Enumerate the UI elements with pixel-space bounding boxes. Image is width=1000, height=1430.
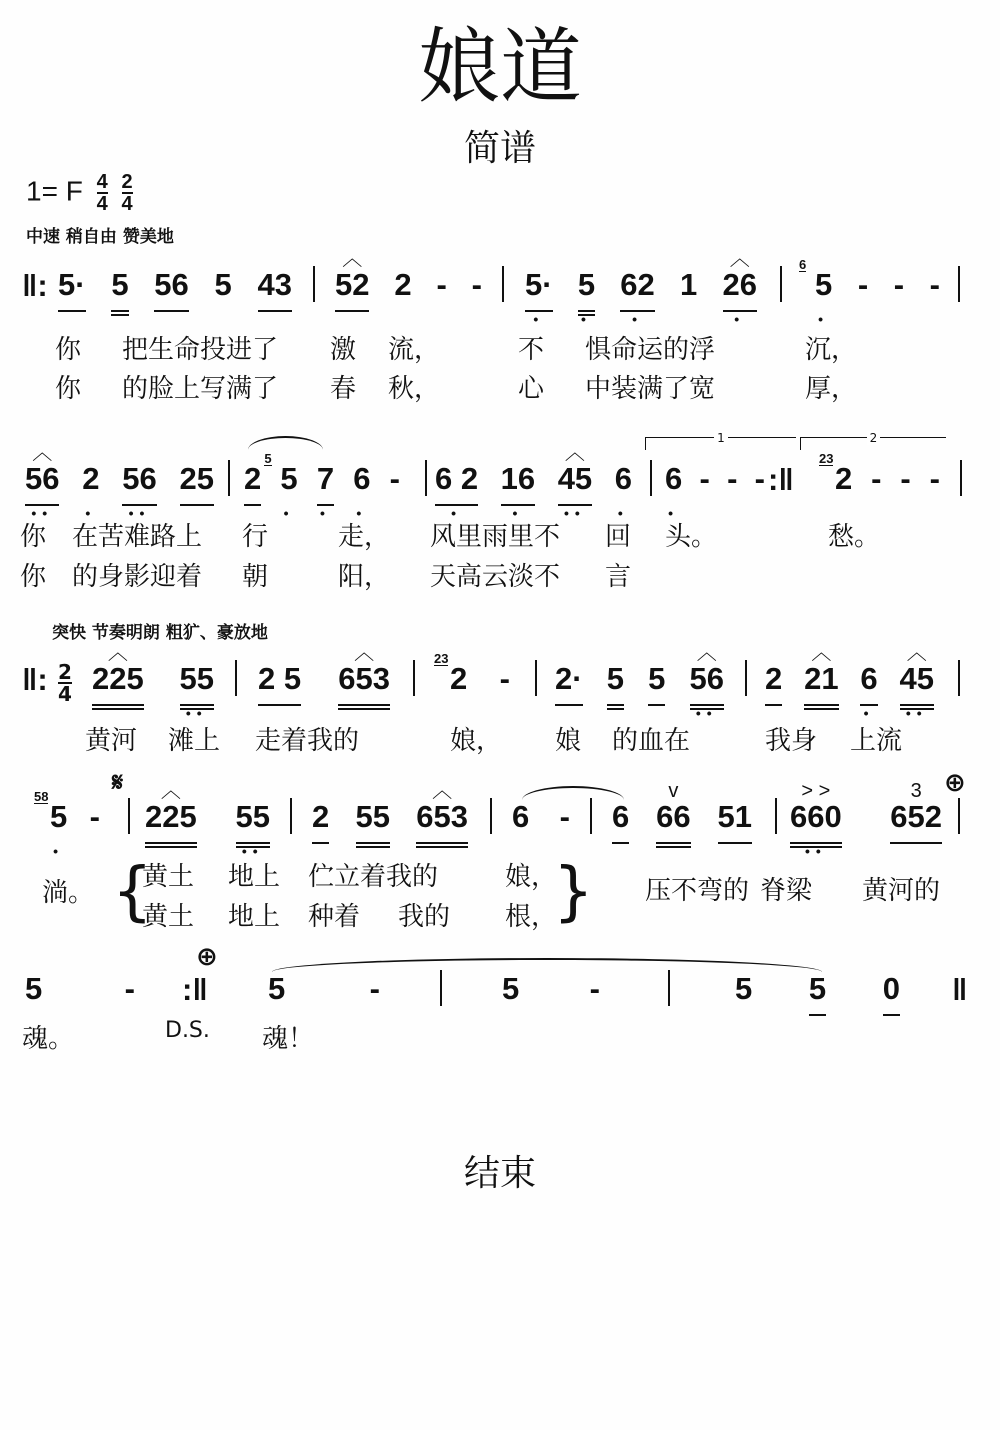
note-group: 55 •• xyxy=(179,661,214,721)
lyric-segment: 言 xyxy=(605,562,632,592)
measure xyxy=(799,257,940,327)
note-group: 653 ︿ xyxy=(338,662,390,706)
note-group: - xyxy=(900,461,911,496)
low-octave-dot: • xyxy=(533,311,545,327)
low-octave-dot: • xyxy=(863,705,875,721)
note-group: 56 •• ︿ xyxy=(690,662,724,706)
lyric-segment: 上流 xyxy=(850,726,903,756)
measure xyxy=(819,451,940,504)
lyric-segment: 你 xyxy=(55,335,82,365)
lyric-segment: 朝 xyxy=(242,562,269,592)
lyric-segment: 不 xyxy=(518,335,545,365)
lyric-segment: 心 xyxy=(518,374,545,404)
grace-note: 23 xyxy=(819,451,834,466)
lyric-segment: 娘， xyxy=(450,726,503,756)
note-group: 62 • xyxy=(620,267,655,327)
lyric-segment: 把生命投进了 xyxy=(122,335,279,365)
low-octave-dot: • xyxy=(818,311,830,327)
note-group: 2 • xyxy=(82,461,100,521)
note-group: - xyxy=(499,661,510,696)
low-octave-dot: • xyxy=(632,311,643,327)
measure xyxy=(735,972,900,1016)
repeat-start: ‖: xyxy=(22,268,48,303)
note-group: 6 • xyxy=(614,461,632,521)
measure xyxy=(25,972,135,1014)
grace-note: 58 xyxy=(34,789,49,804)
barline xyxy=(425,460,427,496)
articulation-mark: ︿ xyxy=(432,780,453,802)
lyric-segment: 厚， xyxy=(805,374,858,404)
note-group: - xyxy=(699,461,710,496)
lyric-segment: 你 xyxy=(20,522,47,552)
lyric-segment: 惧命运的浮 xyxy=(585,335,716,365)
barline xyxy=(775,798,777,834)
low-octave-dot: • xyxy=(734,311,746,327)
lyric-segment: 沉， xyxy=(805,335,858,365)
measure xyxy=(665,461,765,521)
note-group: 1 xyxy=(680,267,698,302)
barline xyxy=(228,460,230,496)
articulation-mark: ︿ xyxy=(32,442,53,464)
note-group: - xyxy=(929,461,940,496)
lyric-segment: 风里雨里不 xyxy=(430,522,561,552)
low-octave-dot: • xyxy=(319,505,331,521)
low-octave-dot: •• xyxy=(905,705,928,721)
articulation-mark: ︿ xyxy=(107,642,128,664)
ts-bottom: 4 xyxy=(121,193,133,215)
time-signature-4-4 xyxy=(97,172,108,214)
lyric-segment: 中装满了宽 xyxy=(585,374,716,404)
measure xyxy=(555,642,724,721)
articulation-mark: ︿ xyxy=(696,642,717,664)
lyric-brace-close: } xyxy=(553,855,594,929)
lyric-brace-open: { xyxy=(112,855,153,929)
slur xyxy=(272,958,822,972)
lyric-segment: 黄河的 xyxy=(862,876,941,906)
note-group: 25 xyxy=(180,462,214,506)
barline xyxy=(958,798,960,834)
note-group: 6 xyxy=(512,799,530,834)
repeat-end-2: :‖ xyxy=(182,972,208,1007)
low-octave-dot: • xyxy=(283,505,295,521)
note-group: - xyxy=(559,799,570,834)
note-group: 5 xyxy=(607,662,624,706)
note-group: 5 xyxy=(502,971,520,1006)
lyric-segment: 流， xyxy=(388,335,441,365)
time-signature-2-4 xyxy=(122,172,133,214)
low-octave-dot: •• xyxy=(128,505,151,521)
ds-marking: D.S. xyxy=(165,1018,210,1043)
barline xyxy=(490,798,492,834)
note-group: - xyxy=(929,267,940,302)
barline xyxy=(668,970,670,1006)
ts-bottom: 4 xyxy=(58,682,72,706)
note-group: 55 •• xyxy=(235,799,270,859)
volta-2-label: 2 xyxy=(867,431,881,445)
lyric-segment: 魂！ xyxy=(262,1024,315,1054)
lyric-segment: 黄土 xyxy=(142,862,195,892)
low-octave-dot: •• xyxy=(31,505,54,521)
note-group: 225 ︿ xyxy=(145,800,197,844)
low-octave-dot: • xyxy=(617,505,629,521)
lyric-segment: 回 xyxy=(605,522,632,552)
lyric-segment: 的血在 xyxy=(612,726,691,756)
lyric-segment: 头。 xyxy=(665,522,718,552)
volta-1-label: 1 xyxy=(714,431,728,445)
note-group: 652 3 xyxy=(890,800,942,844)
note-group: 45 •• ︿ xyxy=(558,462,592,506)
lyric-segment: 根， xyxy=(505,902,558,932)
lyric-segment: 走， xyxy=(338,522,391,552)
note-group: 660 •• > > xyxy=(790,800,842,844)
barline xyxy=(958,660,960,696)
lyric-segment: 的脸上写满了 xyxy=(122,374,279,404)
note-group: 66 v xyxy=(656,800,690,844)
measure xyxy=(25,442,214,521)
ts-top: 2 xyxy=(121,171,133,193)
lyric-segment: 春 xyxy=(330,374,357,404)
note-group: 45 •• ︿ xyxy=(900,662,934,706)
note-group: 6 • xyxy=(665,461,683,521)
lyric-segment: 黄土 xyxy=(142,902,195,932)
articulation-mark: ︿ xyxy=(564,442,585,464)
note-group: 56 •• xyxy=(122,461,157,521)
note-group: - xyxy=(124,971,135,1006)
articulation-mark: v xyxy=(668,780,679,802)
coda-icon-2: ⊕ xyxy=(196,942,218,972)
note-group: 5 • 6 xyxy=(799,257,833,327)
ts-bottom: 4 xyxy=(96,193,108,215)
note-group: - xyxy=(871,461,882,496)
measure xyxy=(434,651,510,704)
low-octave-dot: • xyxy=(356,505,368,521)
lyric-segment: 的身影迎着 xyxy=(72,562,203,592)
lyric-segment: 我身 xyxy=(765,726,818,756)
note-group: - xyxy=(754,461,765,496)
lyric-segment: 你 xyxy=(20,562,47,592)
note-group: - xyxy=(471,267,482,302)
ts-top: 2 xyxy=(58,660,72,684)
measure xyxy=(790,780,942,859)
ending-label: 结束 xyxy=(463,1153,536,1194)
lyric-segment: 伫立着我的 xyxy=(308,862,439,892)
barline xyxy=(290,798,292,834)
note-group: 2 xyxy=(765,662,782,706)
note-group: 225 ︿ xyxy=(92,662,144,706)
note-group: 56 •• ︿ xyxy=(25,462,59,506)
measure xyxy=(34,789,100,859)
note-group: 5 xyxy=(735,971,753,1006)
final-barline: ‖ xyxy=(952,972,968,1007)
segno-icon: 𝄋 xyxy=(112,768,124,798)
lyric-segment: 天高云淡不 xyxy=(430,562,561,592)
note-group: 16 • xyxy=(500,461,536,521)
lyric-segment: 魂。 xyxy=(22,1024,75,1054)
lyric-segment: 秋， xyxy=(388,374,441,404)
articulation-mark: ︿ xyxy=(811,642,832,664)
lyric-segment: 阳， xyxy=(338,562,391,592)
volta-2 xyxy=(800,431,946,450)
note-group: - xyxy=(436,267,447,302)
lyric-segment: 种着 xyxy=(308,902,361,932)
lyric-segment: 你 xyxy=(55,374,82,404)
measure xyxy=(312,780,468,844)
low-octave-dot: • xyxy=(85,505,97,521)
note-group: - xyxy=(389,461,400,496)
barline xyxy=(958,266,960,302)
note-group: 5· • xyxy=(525,267,553,327)
lyric-segment: 激 xyxy=(330,335,357,365)
note-group: 2 xyxy=(244,462,261,506)
note-group: 5 xyxy=(214,267,232,302)
articulation-mark: ︿ xyxy=(729,248,750,270)
lyric-segment: 行 xyxy=(242,522,269,552)
measure xyxy=(145,780,270,859)
note-group: 2 23 xyxy=(434,651,468,696)
articulation-mark: ︿ xyxy=(906,642,927,664)
note-group: 5 • 5 xyxy=(264,451,298,521)
song-title: 娘道 xyxy=(417,20,582,115)
note-group: 2 xyxy=(394,267,412,302)
measure xyxy=(612,780,752,844)
low-octave-dot: •• xyxy=(695,705,718,721)
lyric-segment: 地上 xyxy=(228,902,281,932)
measure xyxy=(58,268,292,312)
articulation-mark: ︿ xyxy=(354,642,375,664)
note-group: 5 xyxy=(25,971,43,1006)
barline xyxy=(590,798,592,834)
measure xyxy=(512,800,570,842)
note-group: 5 • xyxy=(577,267,596,327)
lyric-segment: 在苦难路上 xyxy=(72,522,203,552)
low-octave-dot: • xyxy=(580,311,592,327)
note-group: 0 xyxy=(883,972,900,1016)
grace-note: 6 xyxy=(799,257,807,272)
note-group: - xyxy=(857,267,869,302)
barline xyxy=(313,266,315,302)
note-group: 51 xyxy=(718,800,752,844)
lyric-segment: 娘 xyxy=(555,726,582,756)
articulation-mark: 3 xyxy=(910,780,922,802)
low-octave-dot: • xyxy=(668,505,680,521)
note-group: 43 xyxy=(258,268,292,312)
grace-note: 23 xyxy=(434,651,449,666)
low-octave-dot: •• xyxy=(804,843,827,859)
note-group: 7 • xyxy=(316,461,335,521)
measure xyxy=(258,642,390,706)
note-group: 21 ︿ xyxy=(804,662,838,706)
barline xyxy=(235,660,237,696)
barline xyxy=(128,798,130,834)
grace-note: 5 xyxy=(264,451,272,466)
barline xyxy=(413,660,415,696)
tempo-marking-2: 突快 节奏明朗 粗犷、豪放地 xyxy=(52,623,268,643)
barline xyxy=(780,266,782,302)
key-signature xyxy=(26,172,133,214)
lyric-segment: 娘， xyxy=(505,862,558,892)
tempo-marking-1: 中速 稍自由 赞美地 xyxy=(26,227,174,247)
note-group: 6 • xyxy=(353,461,371,521)
measure xyxy=(435,442,632,521)
note-group: - xyxy=(589,971,600,1006)
lyric-segment: 地上 xyxy=(228,862,281,892)
note-group: 2 5 xyxy=(258,662,301,706)
low-octave-dot: • xyxy=(451,505,462,521)
note-group: 5 xyxy=(809,972,826,1016)
barline xyxy=(650,460,652,496)
time-change-2-4 xyxy=(58,662,72,704)
note-group: 5 xyxy=(268,971,286,1006)
barline xyxy=(535,660,537,696)
note-group: - xyxy=(89,799,100,834)
note-group: 6 • xyxy=(860,661,878,721)
articulation-mark: ︿ xyxy=(342,248,363,270)
barline xyxy=(502,266,504,302)
note-group: 653 ︿ xyxy=(416,800,468,844)
note-group: - xyxy=(893,267,905,302)
lyric-segment: 愁。 xyxy=(828,522,881,552)
note-group: 26 • ︿ xyxy=(723,268,757,312)
lyric-segment: 脊梁 xyxy=(760,876,813,906)
note-group: 56 xyxy=(154,268,188,312)
measure xyxy=(268,972,380,1014)
note-group: 52 ︿ xyxy=(335,268,369,312)
lyric-segment: 压不弯的 xyxy=(645,876,750,906)
low-octave-dot: •• xyxy=(241,843,264,859)
repeat-end: :‖ xyxy=(768,462,794,497)
measure xyxy=(92,642,214,721)
note-group: - xyxy=(369,971,380,1006)
key-label: 1= F xyxy=(26,175,83,207)
measure xyxy=(502,972,600,1014)
articulation-mark: > > xyxy=(801,780,831,802)
coda-icon: ⊕ xyxy=(944,768,966,798)
note-group: 2 xyxy=(312,800,329,844)
measure xyxy=(244,451,400,521)
repeat-start-2: ‖: xyxy=(22,662,48,697)
note-group: 5 xyxy=(111,268,128,312)
lyric-segment: 黄河 xyxy=(85,726,138,756)
note-group: 5 • 58 xyxy=(34,789,68,859)
lyric-segment: 走着我的 xyxy=(255,726,360,756)
note-group: - xyxy=(727,461,738,496)
barline xyxy=(440,970,442,1006)
measure xyxy=(525,248,757,327)
note-group: 2 23 xyxy=(819,451,853,496)
note-group: 5 xyxy=(648,662,665,706)
slur xyxy=(248,436,323,450)
ts-top: 4 xyxy=(96,171,108,193)
volta-1 xyxy=(645,431,796,450)
measure xyxy=(335,248,482,312)
note-group: 6 xyxy=(612,800,629,844)
low-octave-dot: • xyxy=(512,505,524,521)
low-octave-dot: •• xyxy=(564,505,586,521)
barline xyxy=(960,460,962,496)
note-group: 55 xyxy=(356,800,390,844)
barline xyxy=(745,660,747,696)
lyric-segment: 淌。 xyxy=(42,878,95,908)
measure xyxy=(765,642,934,721)
note-group: 2· xyxy=(555,662,583,706)
subtitle: 简谱 xyxy=(463,128,536,169)
note-group: 6 2 • xyxy=(435,461,479,521)
articulation-mark: ︿ xyxy=(160,780,181,802)
low-octave-dot: •• xyxy=(185,705,208,721)
slur xyxy=(522,786,624,800)
lyric-segment: 滩上 xyxy=(168,726,221,756)
lyric-segment: 我的 xyxy=(398,902,451,932)
low-octave-dot: • xyxy=(53,843,65,859)
note-group: 5· xyxy=(58,268,86,312)
